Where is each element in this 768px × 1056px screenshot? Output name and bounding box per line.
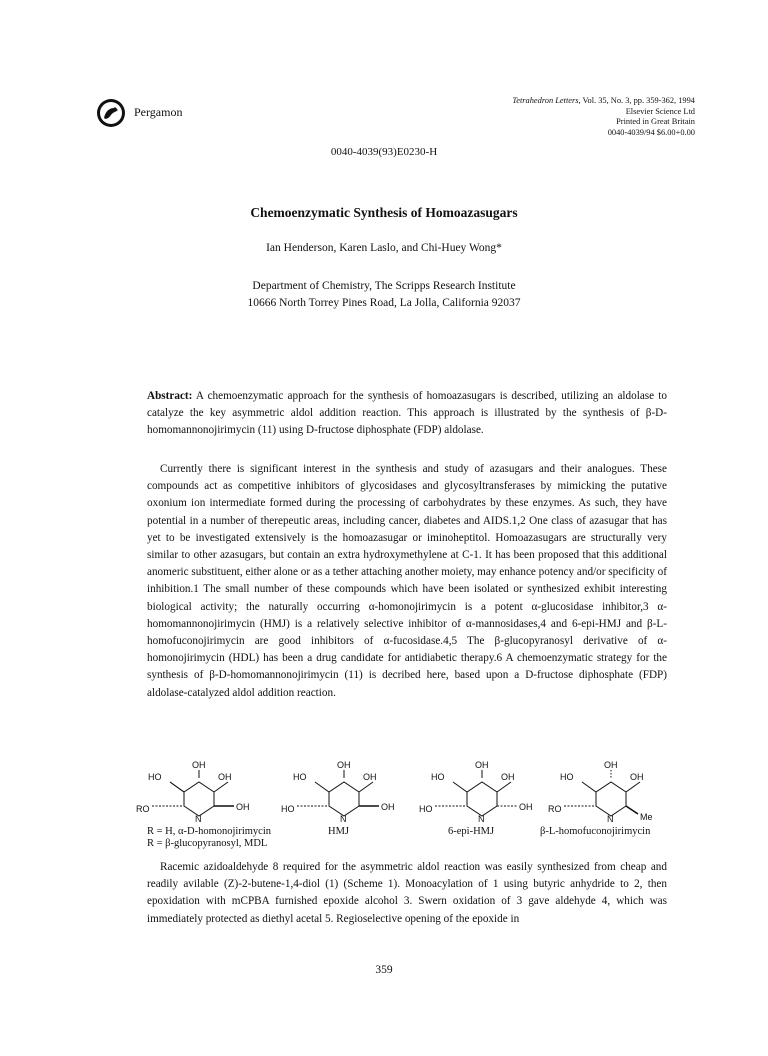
page-number: 359 (375, 964, 393, 976)
caption-6-epi-hmj: 6-epi-HMJ (448, 826, 495, 837)
svg-text:HO: HO (148, 772, 162, 782)
journal-name: Tetrahedron Letters, (512, 96, 581, 105)
svg-text:HO: HO (419, 804, 433, 814)
svg-text:OH: OH (604, 760, 618, 770)
abstract-label: Abstract: (147, 390, 193, 402)
svg-text:OH: OH (218, 772, 232, 782)
journal-publisher: Elsevier Science Ltd (625, 106, 695, 116)
caption-homonojirimycin (147, 826, 271, 850)
structure-4 (548, 760, 653, 824)
svg-text:RO: RO (136, 804, 150, 814)
svg-text:N: N (607, 814, 614, 824)
journal-printed: Printed in Great Britain (616, 117, 695, 127)
structure-3 (419, 760, 533, 824)
journal-volume: Vol. 35, No. 3, pp. 359-362, 1994 (580, 96, 695, 105)
structure-1 (136, 760, 250, 824)
pergamon-logo (96, 98, 126, 128)
svg-text:N: N (340, 814, 347, 824)
caption-hmj: HMJ (328, 826, 350, 837)
svg-text:RO: RO (548, 804, 562, 814)
label-oh-top: OH (192, 760, 206, 770)
paragraph-1-text: Currently there is significant interest in the synthesis and study of azasugars and their analogues. These compounds act as competitive inhibitors of glycosidases and glycosyltransferases by mimicking the putative oxonium ion intermediate formed during the processing of carbohydrates by these enzymes. As such, they have potential in a number of therepeutic areas, including cancer, diabetes and AIDS.1,2 One class of azasugar that has yet to be investigated extensively is the homoazasugar or iminoheptitol. Homoazasugars are structurally very similar to other azasugars, but contain an extra hydroxymethylene at C-1. It has been proposed that this additional anomeric substituent, either alone or as a tether attaching another moiety, may enhance potency and/or specificity of inhibition.1 The small number of these compounds which have been isolated or synthesized exhibit interesting biological activity; the naturally occurring α-homonojirimycin is a potent α-glucosidase inhibitor,3 α-homomannonojirimycin (HMJ) is a relatively selective inhibitor of α-mannosidases,4 and 6-epi-HMJ and β-L-homofuconojirimycin are good inhibitors of α-fucosidase.4,5 The β-glucopyranosyl derivative of α-homonojirimycin (HDL) has been a drug candidate for antidiabetic therapy.6 A chemoenzymatic strategy for the synthesis of β-D-homomannonojirimycin (11) is decribed here, based upon a D-fructose diphosphate (FDP) aldolase-catalyzed aldol addition reaction. (147, 463, 667, 699)
article-doi: 0040-4039(93)E0230-H (330, 146, 438, 158)
svg-text:OH: OH (501, 772, 515, 782)
svg-text:OH: OH (363, 772, 377, 782)
caption-1-line-1: R = H, α-D-homonojirimycin (147, 826, 271, 837)
svg-text:HO: HO (281, 804, 295, 814)
body-paragraph-1 (147, 461, 667, 702)
abstract (147, 388, 667, 440)
journal-citation (512, 96, 695, 107)
svg-text:HO: HO (560, 772, 574, 782)
svg-text:OH: OH (519, 802, 533, 812)
journal-info (512, 96, 695, 138)
svg-text:HO: HO (431, 772, 445, 782)
svg-text:N: N (478, 814, 485, 824)
affiliation (0, 278, 768, 312)
publisher-name: Pergamon (134, 105, 183, 119)
svg-text:OH: OH (630, 772, 644, 782)
svg-text:OH: OH (381, 802, 395, 812)
caption-homofuconojirimycin: β-L-homofuconojirimycin (540, 826, 651, 837)
journal-issn: 0040-4039/94 $6.00+0.00 (607, 127, 695, 137)
caption-1-line-2: R = β-glucopyranosyl, MDL (147, 838, 268, 849)
svg-text:HO: HO (293, 772, 307, 782)
affiliation-line-2: 10666 North Torrey Pines Road, La Jolla, California 92037 (247, 297, 521, 309)
abstract-text: A chemoenzymatic approach for the synthesis of homoazasugars is described, utilizing an aldolase to catalyze the key asymmetric aldol addition reaction. This approach is illustrated by the synthesis of β-D-homomannonojirimycin (11) using D-fructose diphosphate (FDP) aldolase. (147, 390, 667, 437)
body-paragraph-2 (147, 859, 667, 928)
affiliation-line-1: Department of Chemistry, The Scripps Research Institute (252, 280, 516, 292)
structures-figure (136, 760, 680, 824)
structure-2 (281, 760, 395, 824)
svg-text:OH: OH (236, 802, 250, 812)
article-title: Chemoenzymatic Synthesis of Homoazasugars (250, 205, 518, 220)
paragraph-2-text: Racemic azidoaldehyde 8 required for the asymmetric aldol reaction was easily synthesized from cheap and readily avilable (Z)-2-butene-1,4-diol (1) (Scheme 1). Monoacylation of 1 using butyric anhydride to 2, then epoxidation with mCPBA furnished epoxide alcohol 3. Swern oxidation of 3 gave aldehyde 4, which was immediately protected as diethyl acetal 5. Regioselective opening of the epoxide in (147, 861, 667, 925)
svg-text:OH: OH (337, 760, 351, 770)
svg-text:N: N (195, 814, 202, 824)
article-authors: Ian Henderson, Karen Laslo, and Chi-Huey Wong* (266, 242, 502, 254)
svg-text:Me: Me (640, 812, 653, 822)
svg-text:OH: OH (475, 760, 489, 770)
